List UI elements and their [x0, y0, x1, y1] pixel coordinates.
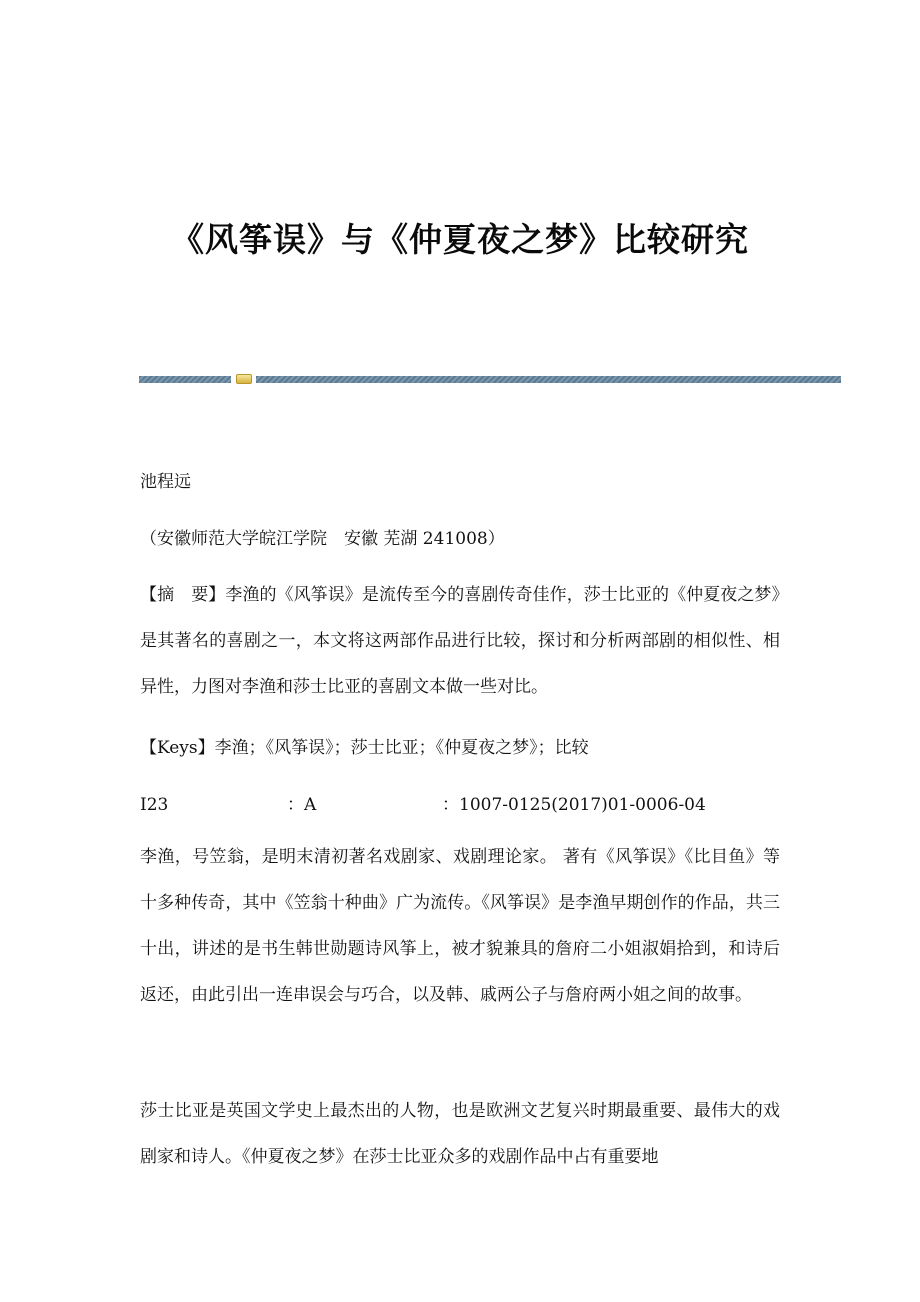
- classification-number: I23: [140, 795, 169, 815]
- author-affiliation: （安徽师范大学皖江学院 安徽 芜湖 241008）: [140, 529, 505, 549]
- article-id: ：1007-0125(2017)01-0006-04: [442, 795, 706, 815]
- abstract: 【摘 要】李渔的《风筝误》是流传至今的喜剧传奇佳作，莎士比亚的《仲夏夜之梦》是其著名的喜剧之一，本文将这两部作品进行比较，探讨和分析两部剧的相似性、相异性，力图对李渔和莎士比亚的喜剧文本做一些对比。: [140, 585, 780, 697]
- keywords: 【Keys】李渔；《风筝误》；莎士比亚；《仲夏夜之梦》；比较: [140, 738, 589, 758]
- divider-bar-left: [139, 376, 231, 383]
- author-name: 池程远: [140, 472, 191, 492]
- paper-title: 《风筝误》与《仲夏夜之梦》比较研究: [171, 220, 749, 259]
- body-paragraph-1: 李渔，号笠翁，是明末清初著名戏剧家、戏剧理论家。 著有《风筝误》《比目鱼》等十多种传奇，其中《笠翁十种曲》广为流传。《风筝误》是李渔早期创作的作品，共三十出，讲述的是书生韩世勋题诗风筝上，被才貌兼具的詹府二小姐淑娟拾到，和诗后返还，由此引出一连串误会与巧合，以及韩、戚两公子与詹府两小姐之间的故事。: [140, 847, 780, 1005]
- title-divider: [139, 374, 841, 384]
- envelope-icon: [236, 374, 252, 384]
- divider-bar-right: [256, 376, 841, 383]
- body-paragraph-2: 莎士比亚是英国文学史上最杰出的人物，也是欧洲文艺复兴时期最重要、最伟大的戏剧家和诗人。《仲夏夜之梦》在莎士比亚众多的戏剧作品中占有重要地: [140, 1101, 780, 1167]
- document-code: ：A: [287, 795, 317, 815]
